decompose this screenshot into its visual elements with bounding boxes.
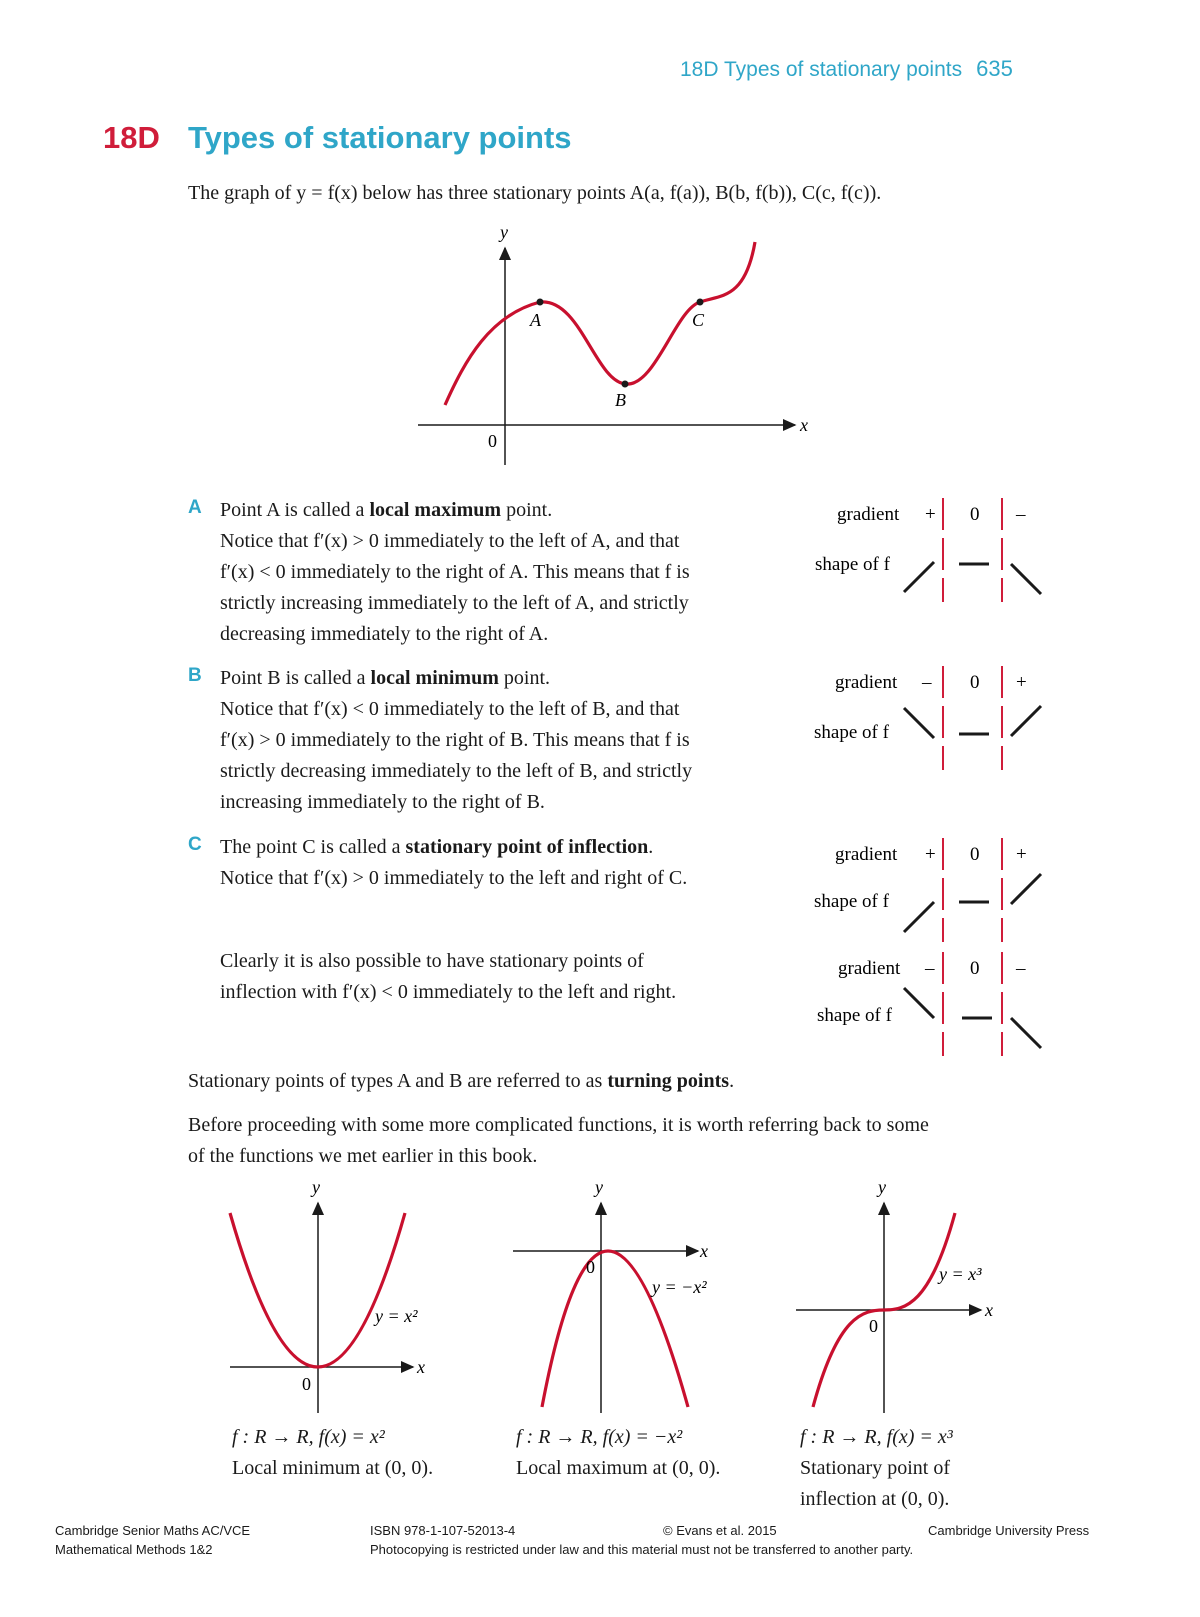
- item-b-line: increasing immediately to the right of B.: [220, 791, 545, 813]
- sign-table-inflection-decreasing: [812, 946, 1052, 1061]
- graph-neg-x-squared: [510, 1175, 740, 1420]
- origin-label: 0: [586, 1257, 595, 1277]
- main-graph: [410, 220, 830, 475]
- item-a-line: strictly increasing immediately to the left of A, and strictly: [220, 592, 689, 614]
- shape-down: [1011, 564, 1041, 594]
- gradient-label: gradient: [837, 504, 900, 525]
- sign-mid: 0: [970, 672, 980, 693]
- y-label: y: [595, 1177, 603, 1197]
- item-a-heading: Point A is called a local maximum point.: [220, 499, 553, 521]
- footer-copyright: © Evans et al. 2015: [663, 1523, 777, 1538]
- item-b-line: f′(x) > 0 immediately to the right of B. This means that f is: [220, 729, 690, 751]
- item-b-line: strictly decreasing immediately to the left of B, and strictly: [220, 760, 693, 782]
- running-header: [680, 56, 1013, 82]
- item-a-line: f′(x) < 0 immediately to the right of A. This means that f is: [220, 561, 690, 583]
- caption-x-squared: [232, 1422, 433, 1484]
- item-c: [188, 832, 808, 894]
- sign-table-max: [812, 492, 1052, 607]
- sign-table-inflection-increasing: [812, 832, 1052, 947]
- shape-down: [1011, 1018, 1041, 1048]
- curve-f: [445, 242, 755, 405]
- caption-text: Local maximum at (0, 0).: [516, 1457, 721, 1479]
- y-label: y: [312, 1177, 320, 1197]
- graph-x-cubed: [793, 1175, 1023, 1420]
- item-b: [188, 663, 808, 818]
- page-number: 635: [976, 56, 1013, 81]
- footer-notice: Photocopying is restricted under law and this material must not be transferred to another party.: [370, 1542, 914, 1557]
- curve-neg-x-squared: [542, 1251, 688, 1407]
- sign-mid: 0: [970, 958, 980, 979]
- shape-down: [904, 708, 934, 738]
- sign-left: +: [925, 844, 936, 865]
- point-b: [622, 381, 629, 388]
- sign-mid: 0: [970, 844, 980, 865]
- footer-publisher: Cambridge University Press: [928, 1523, 1090, 1538]
- shape-down: [904, 988, 934, 1018]
- clearly-paragraph: Clearly it is also possible to have stationary points of inflection with f′(x) < 0 immediately to the left and right.: [220, 950, 677, 1003]
- item-a: [188, 495, 808, 650]
- x-label: x: [985, 1300, 993, 1320]
- section-title: Types of stationary points: [188, 120, 572, 155]
- function-def: f : R → R, f(x) = x³: [800, 1426, 953, 1448]
- shape-up: [1011, 874, 1041, 904]
- item-b-heading: Point B is called a local minimum point.: [220, 667, 551, 689]
- gradient-label: gradient: [835, 844, 898, 865]
- intro-paragraph: The graph of y = f(x) below has three stationary points A(a, f(a)), B(b, f(b)), C(c, f(c)).: [188, 182, 882, 204]
- shape-up: [904, 562, 934, 592]
- point-c: [697, 299, 704, 306]
- footer-book: Cambridge Senior Maths AC/VCE: [55, 1523, 251, 1538]
- section-number: 18D: [103, 120, 160, 155]
- item-b-line: Notice that f′(x) < 0 immediately to the left of B, and that: [220, 698, 680, 720]
- caption-x-cubed: [800, 1422, 953, 1515]
- caption-text: inflection at (0, 0).: [800, 1488, 950, 1510]
- sign-mid: 0: [970, 504, 980, 525]
- caption-text: Local minimum at (0, 0).: [232, 1457, 434, 1479]
- sign-right: +: [1016, 672, 1027, 693]
- gradient-label: gradient: [838, 958, 901, 979]
- item-a-line: Notice that f′(x) > 0 immediately to the left of A, and that: [220, 530, 680, 552]
- shape-label: shape of f: [814, 891, 889, 912]
- sign-right: +: [1016, 844, 1027, 865]
- sign-right: –: [1016, 958, 1026, 979]
- point-a: [537, 299, 544, 306]
- origin-label: 0: [488, 431, 497, 451]
- item-c-line: Notice that f′(x) > 0 immediately to the left and right of C.: [220, 867, 688, 889]
- shape-label: shape of f: [814, 722, 889, 743]
- function-def: f : R → R, f(x) = x²: [232, 1426, 385, 1448]
- function-def: f : R → R, f(x) = −x²: [516, 1426, 683, 1448]
- x-label: x: [700, 1241, 708, 1261]
- graph-x-squared: [225, 1175, 455, 1420]
- origin-label: 0: [302, 1374, 311, 1394]
- x-label: x: [800, 415, 808, 435]
- curve-label: y = x³: [939, 1264, 982, 1284]
- item-a-letter: A: [188, 497, 202, 518]
- curve-label: y = x²: [375, 1306, 418, 1326]
- y-label: y: [878, 1177, 886, 1197]
- item-a-line: decreasing immediately to the right of A.: [220, 623, 549, 645]
- caption-text: Stationary point of: [800, 1457, 950, 1479]
- sign-left: +: [925, 504, 936, 525]
- item-c-heading: The point C is called a stationary point of inflection.: [220, 836, 654, 858]
- running-title: 18D Types of stationary points: [680, 58, 963, 81]
- curve-label: y = −x²: [652, 1277, 707, 1297]
- x-label: x: [417, 1357, 425, 1377]
- turning-points-paragraph: Stationary points of types A and B are referred to as turning points.: [188, 1070, 735, 1092]
- sign-left: –: [925, 958, 935, 979]
- shape-label: shape of f: [817, 1005, 892, 1026]
- shape-up: [1011, 706, 1041, 736]
- sign-left: –: [922, 672, 932, 693]
- before-paragraph: Before proceeding with some more complicated functions, it is worth referring back to some of the functions we met earlier in this book.: [188, 1114, 929, 1167]
- label-b: B: [615, 390, 626, 410]
- footer-isbn: ISBN 978-1-107-52013-4: [370, 1523, 516, 1538]
- sign-right: –: [1016, 504, 1026, 525]
- y-label: y: [500, 222, 508, 242]
- shape-up: [904, 902, 934, 932]
- item-b-letter: B: [188, 665, 202, 686]
- shape-label: shape of f: [815, 554, 890, 575]
- sign-table-min: [812, 660, 1052, 775]
- gradient-label: gradient: [835, 672, 898, 693]
- label-a: A: [530, 310, 541, 330]
- label-c: C: [692, 310, 705, 330]
- item-c-letter: C: [188, 834, 202, 855]
- footer-subject: Mathematical Methods 1&2: [55, 1542, 213, 1557]
- caption-neg-x-squared: [516, 1422, 720, 1484]
- origin-label: 0: [869, 1316, 878, 1336]
